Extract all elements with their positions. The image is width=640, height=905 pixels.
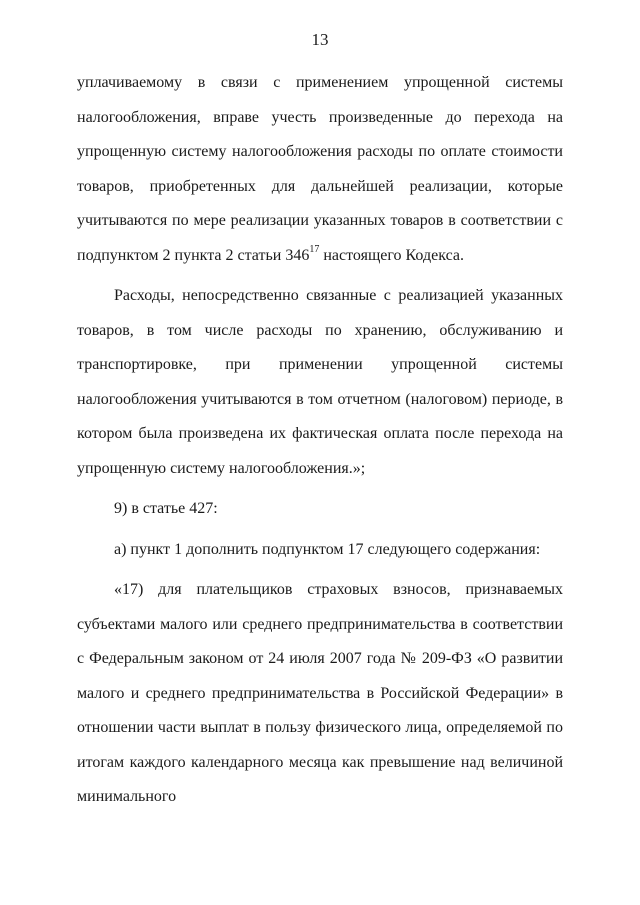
paragraph-expenses: Расходы, непосредственно связанные с реализацией указанных товаров, в том числе расходы по хранению, обслуживанию и транспортировке, при применении упрощенной системы налогообложения учитываются в том отчетном (налоговом) периоде, в котором была произведена их фактическая оплата после перехода на упрощенную систему налогообложения.»;	[77, 287, 563, 477]
paragraph-subpoint-a: а) пункт 1 дополнить подпунктом 17 следующего содержания:	[114, 540, 541, 558]
page-number: 13	[311, 30, 329, 49]
article-superscript: 17	[309, 244, 320, 256]
paragraph-subpoint-17: «17) для плательщиков страховых взносов, признаваемых субъектами малого или среднего предпринимательства в соответствии с Федеральным законом от 24 июля 2007 года № 209-ФЗ «О развитии малого и среднего предпринимательства в Российской Федерации» в отношении части выплат в пользу физического лица, определяемой по итогам каждого календарного месяца как превышение над величиной минимального	[77, 581, 563, 805]
paragraph-text-tail: настоящего Кодекса.	[319, 246, 464, 264]
paragraph-article-427: 9) в статье 427:	[114, 500, 218, 517]
paragraph-text: уплачиваемому в связи с применением упрощенной системы налогообложения, вправе учесть произведенные до перехода на упрощенную систему налогообложения расходы по оплате стоимости товаров, приобретенных для дальнейшей реализации, которые учитываются по мере реализации указанных товаров в соответствии с подпунктом 2 пункта 2 статьи 346	[77, 74, 563, 264]
document-body	[77, 66, 563, 815]
paragraph-continuation	[77, 66, 563, 273]
